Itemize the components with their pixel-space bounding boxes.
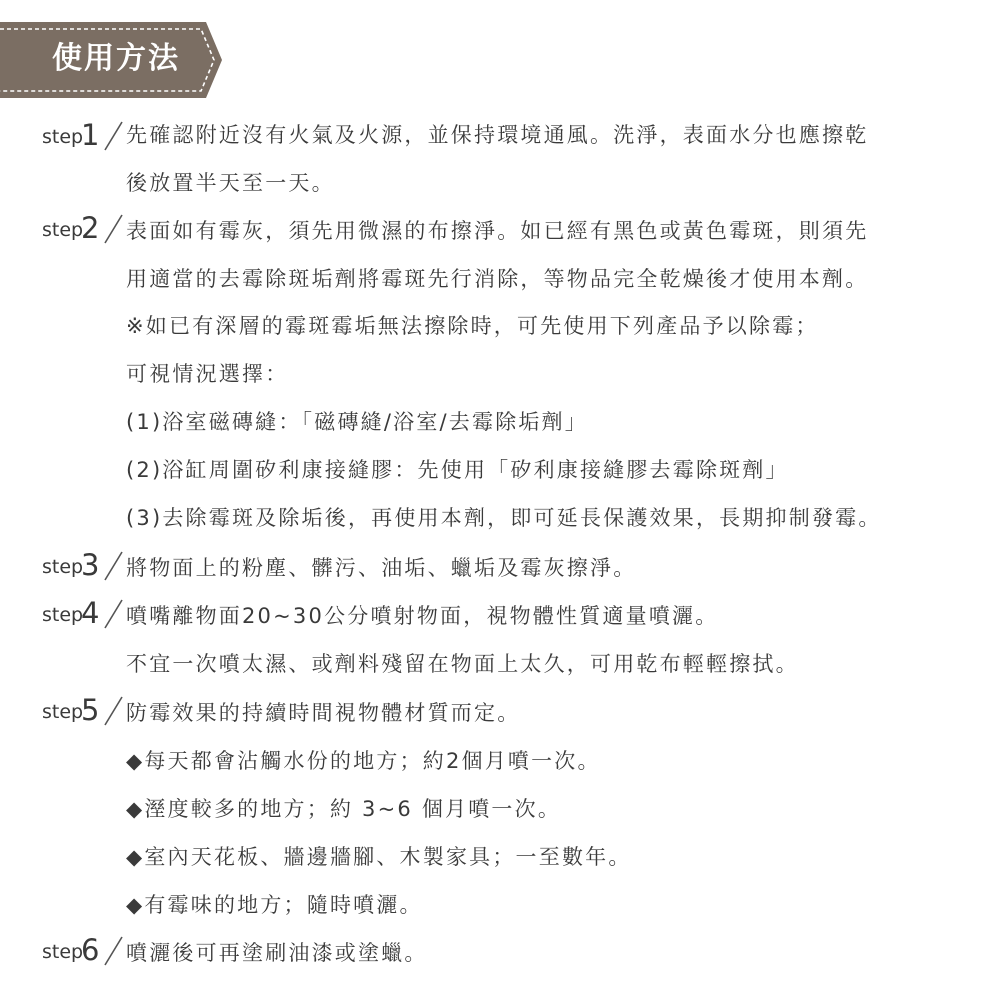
step-2-line-4: 可視情況選擇： — [126, 362, 289, 386]
step-3-line-1: 將物面上的粉塵、髒污、油垢、蠟垢及霉灰擦淨。 — [126, 556, 637, 580]
step-6-line-1: 噴灑後可再塗刷油漆或塗蠟。 — [126, 941, 428, 965]
step-number: 4 — [81, 596, 100, 630]
step-5-line-4: ◆室內天花板、牆邊牆腳、木製家具；一至數年。 — [126, 845, 632, 869]
step-number: 2 — [81, 211, 100, 245]
step-word: step — [42, 604, 84, 626]
step-word: step — [42, 126, 84, 148]
step-2-line-7: (3)去除霉斑及除垢後，再使用本劑，即可延長保護效果，長期抑制發霉。 — [126, 506, 882, 530]
step-label-1 — [42, 118, 126, 154]
step-word: step — [42, 219, 84, 241]
step-number: 3 — [81, 548, 100, 582]
step-label-3 — [42, 548, 126, 584]
step-2-line-1: 表面如有霉灰，須先用微濕的布擦淨。如已經有黑色或黃色霉斑，則須先 — [126, 219, 869, 243]
step-number: 1 — [81, 118, 100, 152]
step-label-6 — [42, 933, 126, 969]
step-2-line-2: 用適當的去霉除斑垢劑將霉斑先行消除，等物品完全乾燥後才使用本劑。 — [126, 267, 869, 291]
step-label-5 — [42, 693, 126, 729]
step-label-2 — [42, 211, 126, 247]
step-5-line-1: 防霉效果的持續時間視物體材質而定。 — [126, 701, 521, 725]
slash-divider — [102, 550, 124, 582]
step-number: 6 — [81, 933, 100, 967]
step-4-line-1: 噴嘴離物面20~30公分噴射物面，視物體性質適量噴灑。 — [126, 604, 719, 628]
step-number: 5 — [81, 693, 100, 727]
slash-divider — [102, 598, 124, 630]
step-4-line-2: 不宜一次噴太濕、或劑料殘留在物面上太久，可用乾布輕輕擦拭。 — [126, 652, 799, 676]
page-title: 使用方法 — [52, 41, 180, 76]
step-5-line-3: ◆溼度較多的地方；約 3~6 個月噴一次。 — [126, 797, 562, 821]
slash-divider — [102, 120, 124, 152]
slash-divider — [102, 695, 124, 727]
step-label-4 — [42, 596, 126, 632]
step-2-line-6: (2)浴缸周圍矽利康接縫膠：先使用「矽利康接縫膠去霉除斑劑」 — [126, 458, 789, 482]
step-5-line-2: ◆每天都會沾觸水份的地方；約2個月噴一次。 — [126, 749, 601, 773]
slash-divider — [102, 213, 124, 245]
step-2-line-3: ※如已有深層的霉斑霉垢無法擦除時，可先使用下列產品予以除霉； — [126, 314, 819, 338]
step-word: step — [42, 701, 84, 723]
step-2-line-5: (1)浴室磁磚縫：「磁磚縫/浴室/去霉除垢劑」 — [126, 410, 588, 434]
step-1-line-1: 先確認附近沒有火氣及火源，並保持環境通風。洗淨，表面水分也應擦乾 — [126, 123, 869, 147]
slash-divider — [102, 935, 124, 967]
section-banner — [0, 22, 240, 98]
step-word: step — [42, 556, 84, 578]
step-1-line-2: 後放置半天至一天。 — [126, 171, 335, 195]
step-word: step — [42, 941, 84, 963]
step-5-line-5: ◆有霉味的地方；隨時噴灑。 — [126, 893, 423, 917]
